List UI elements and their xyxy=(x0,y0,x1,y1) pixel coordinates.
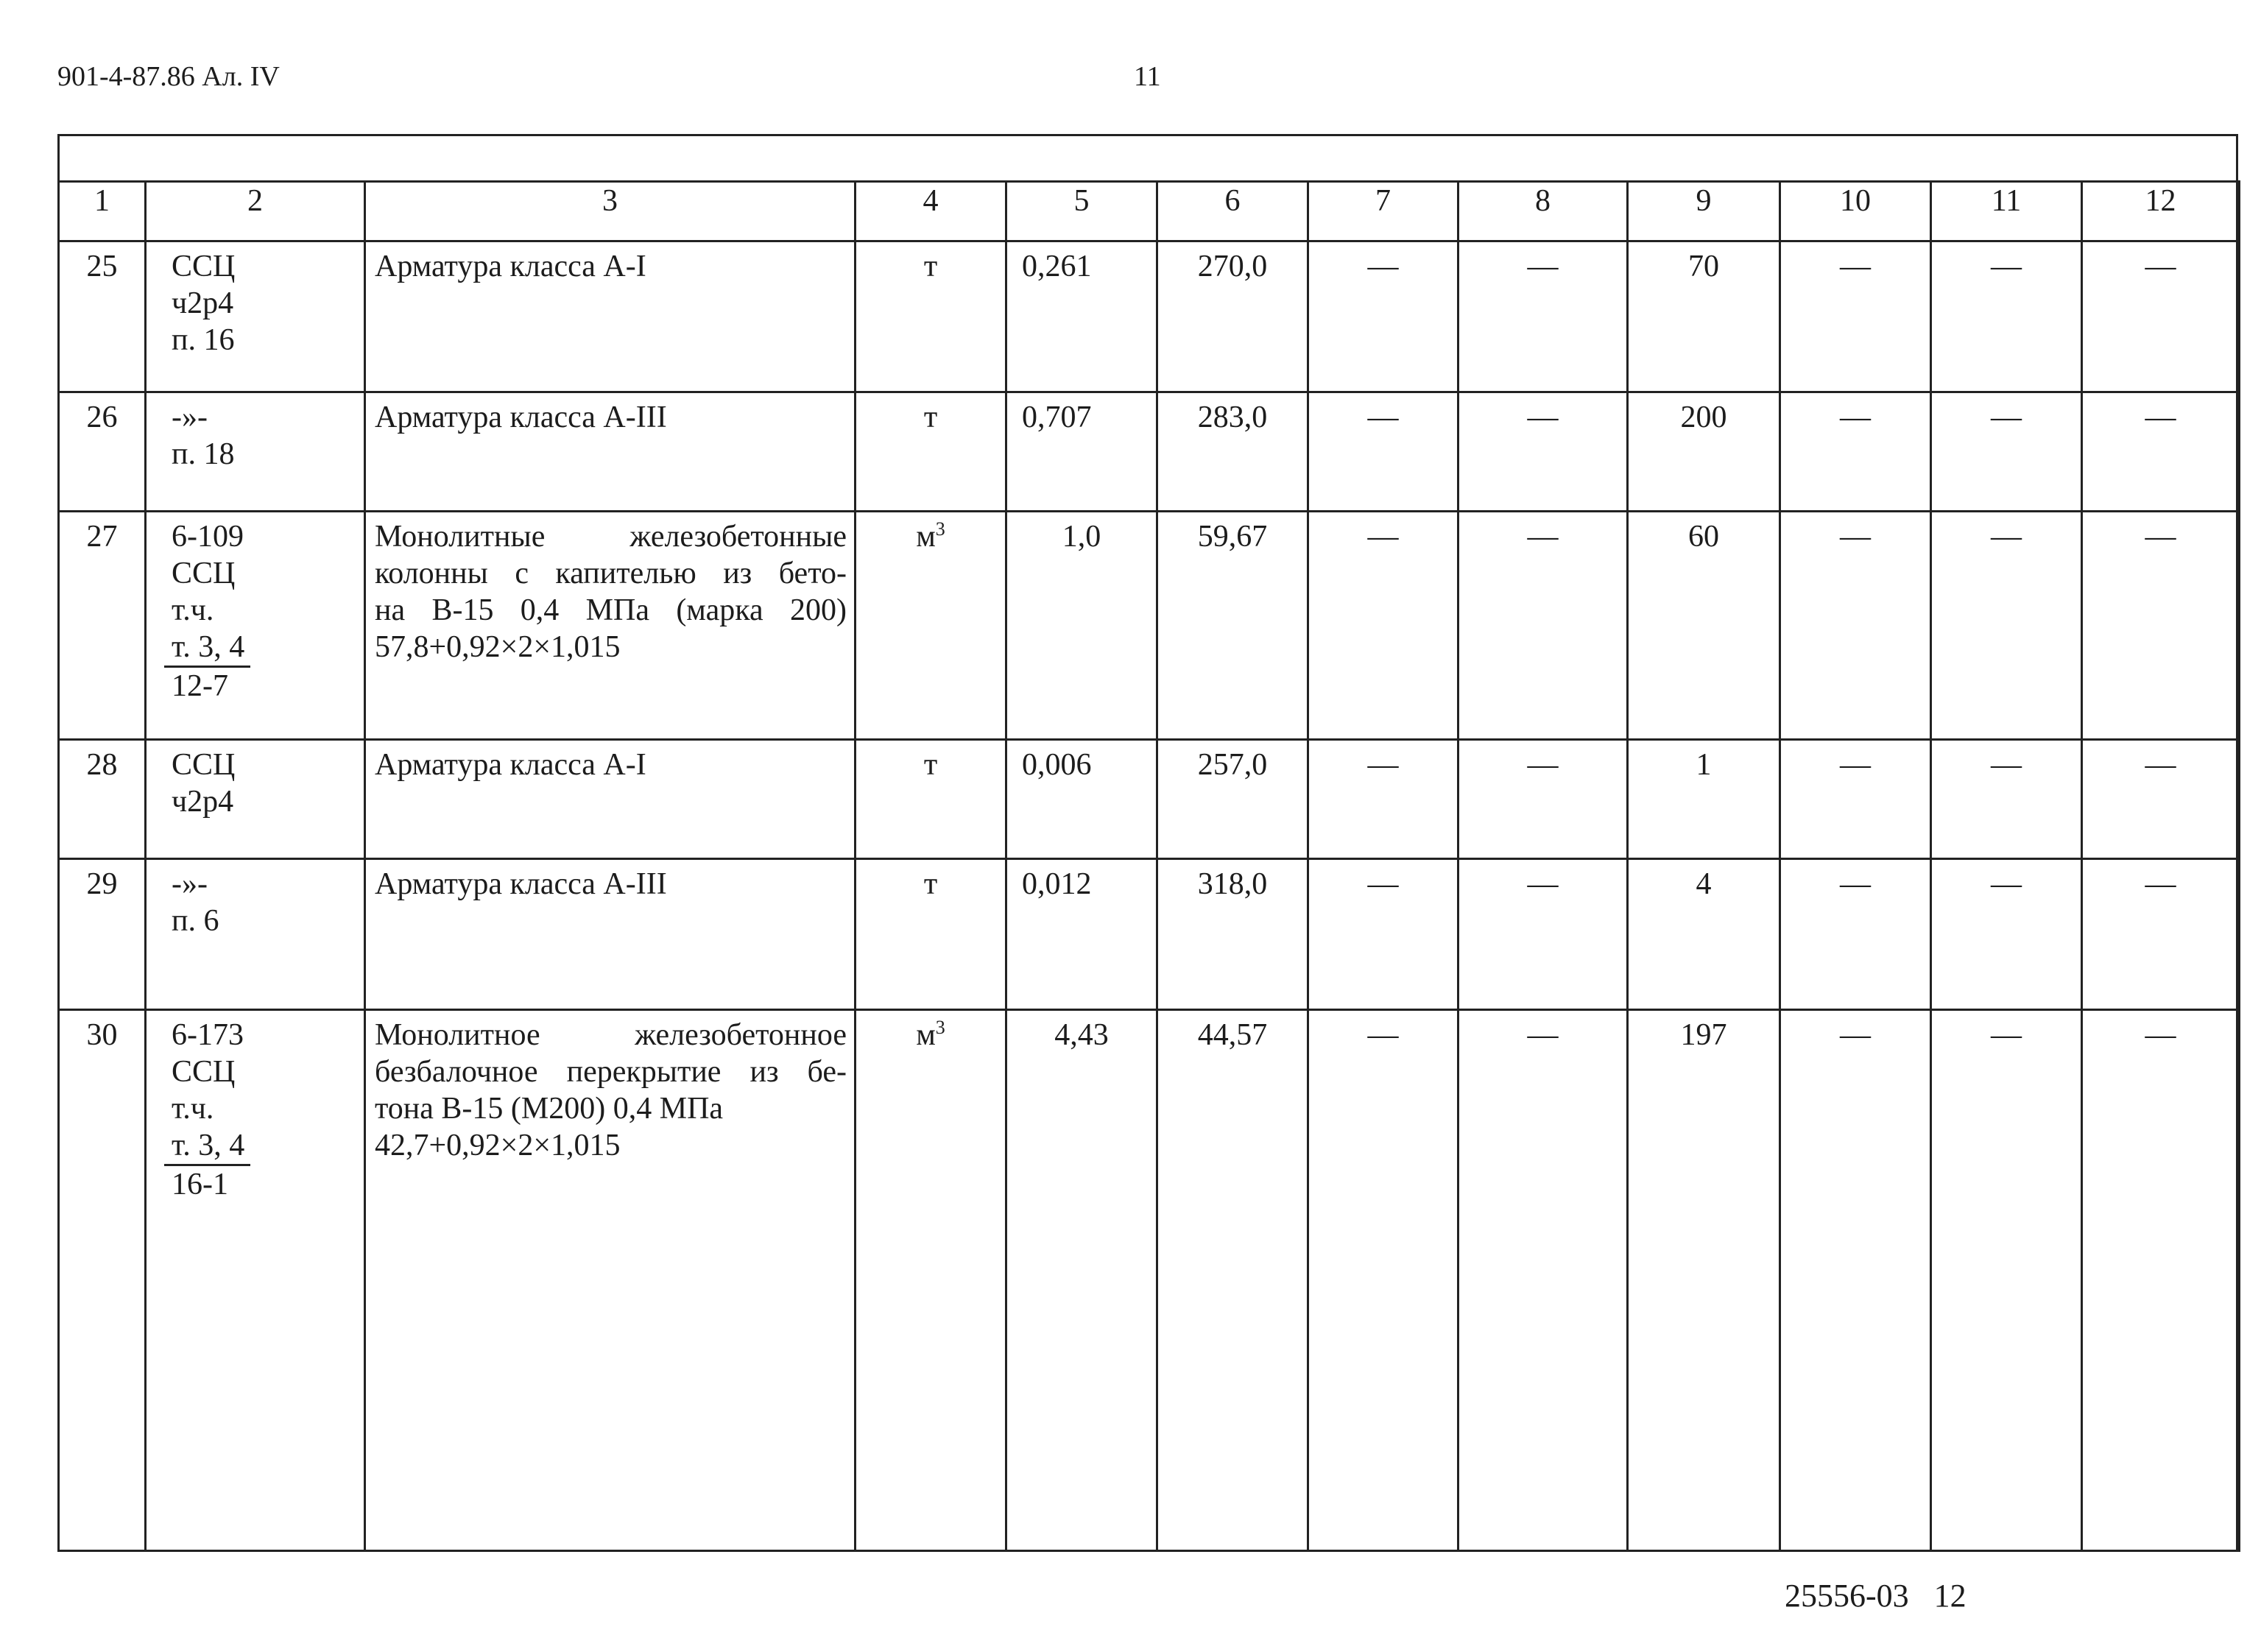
price-cell: 44,57 xyxy=(1157,1010,1308,1551)
quantity-cell: 0,261 xyxy=(1006,241,1157,392)
description-line: 57,8+0,92×2×1,015 xyxy=(375,630,621,664)
description-cell xyxy=(365,740,856,859)
table-row xyxy=(59,1010,2240,1551)
description-line: Монолитные железобетонные xyxy=(375,520,847,554)
column-number: 6 xyxy=(1157,182,1308,241)
unit-cell xyxy=(856,241,1006,392)
table-row xyxy=(59,392,2240,512)
document-code: 901-4-87.86 Ал. IV xyxy=(57,61,280,92)
col7-cell: — xyxy=(1308,241,1458,392)
description-line: безбалочное перекрытие из бе- xyxy=(375,1055,847,1089)
row-number: 29 xyxy=(59,859,146,1010)
description-cell xyxy=(365,512,856,740)
column-number: 12 xyxy=(2082,182,2240,241)
col10-cell: — xyxy=(1780,859,1931,1010)
row-number: 30 xyxy=(59,1010,146,1551)
unit-text: т xyxy=(923,400,938,434)
page-number: 11 xyxy=(1134,61,1161,92)
price-cell: 318,0 xyxy=(1157,859,1308,1010)
col7-cell: — xyxy=(1308,859,1458,1010)
col7-cell: — xyxy=(1308,740,1458,859)
column-number: 5 xyxy=(1006,182,1157,241)
reference-cell xyxy=(146,1010,365,1551)
col10-cell: — xyxy=(1780,392,1931,512)
reference-line: п. 6 xyxy=(172,904,219,938)
col11-cell: — xyxy=(1931,392,2082,512)
description-line: на В-15 0,4 МПа (марка 200) xyxy=(375,593,847,627)
col11-cell: — xyxy=(1931,241,2082,392)
col12-cell: — xyxy=(2082,1010,2240,1551)
col7-cell: — xyxy=(1308,1010,1458,1551)
col9-cell: 197 xyxy=(1628,1010,1780,1551)
quantity-cell: 0,012 xyxy=(1006,859,1157,1010)
description-line: Арматура класса А-I xyxy=(375,748,646,782)
col11-cell: — xyxy=(1931,1010,2082,1551)
table-row xyxy=(59,512,2240,740)
description-cell xyxy=(365,392,856,512)
col11-cell: — xyxy=(1931,859,2082,1010)
description-line: Арматура класса А-III xyxy=(375,400,667,434)
unit-text: т xyxy=(923,867,938,901)
reference-cell xyxy=(146,392,365,512)
unit-text: т xyxy=(923,250,938,283)
footer-code xyxy=(1785,1577,1992,1614)
reference-line: п. 18 xyxy=(172,437,235,471)
reference-fraction xyxy=(172,1127,364,1166)
column-number: 10 xyxy=(1780,182,1931,241)
column-number: 9 xyxy=(1628,182,1780,241)
reference-fraction xyxy=(172,629,364,668)
col8-cell: — xyxy=(1458,512,1628,740)
unit-cell xyxy=(856,740,1006,859)
price-cell: 257,0 xyxy=(1157,740,1308,859)
col7-cell: — xyxy=(1308,512,1458,740)
quantity-cell: 0,707 xyxy=(1006,392,1157,512)
col12-cell: — xyxy=(2082,859,2240,1010)
reference-line: -»- xyxy=(172,867,208,901)
col9-cell: 4 xyxy=(1628,859,1780,1010)
row-number: 25 xyxy=(59,241,146,392)
col12-cell: — xyxy=(2082,241,2240,392)
unit-cell xyxy=(856,512,1006,740)
reference-line: ССЦ xyxy=(172,748,236,782)
unit-exponent: 3 xyxy=(935,518,945,540)
description-line: колонны с капителью из бето- xyxy=(375,557,847,590)
price-cell: 270,0 xyxy=(1157,241,1308,392)
reference-line: -»- xyxy=(172,400,208,434)
col10-cell: — xyxy=(1780,740,1931,859)
reference-line: 6-109 xyxy=(172,520,244,554)
description-line: 42,7+0,92×2×1,015 xyxy=(375,1129,621,1162)
price-cell: 59,67 xyxy=(1157,512,1308,740)
row-number: 28 xyxy=(59,740,146,859)
col9-cell: 200 xyxy=(1628,392,1780,512)
column-number: 7 xyxy=(1308,182,1458,241)
reference-cell xyxy=(146,740,365,859)
unit-cell xyxy=(856,1010,1006,1551)
reference-line: 6-173 xyxy=(172,1018,244,1052)
quantity-cell: 0,006 xyxy=(1006,740,1157,859)
col8-cell: — xyxy=(1458,241,1628,392)
footer-doc-number: 25556-03 xyxy=(1785,1578,1909,1614)
table-row xyxy=(59,740,2240,859)
column-number: 4 xyxy=(856,182,1006,241)
reference-line: т.ч. xyxy=(172,593,214,627)
col8-cell: — xyxy=(1458,1010,1628,1551)
unit-cell xyxy=(856,859,1006,1010)
unit-exponent: 3 xyxy=(935,1017,945,1038)
price-cell: 283,0 xyxy=(1157,392,1308,512)
col12-cell: — xyxy=(2082,512,2240,740)
reference-cell xyxy=(146,512,365,740)
description-line: тона В-15 (М200) 0,4 МПа xyxy=(375,1092,724,1126)
reference-line: ч2р4 xyxy=(172,785,234,819)
col7-cell: — xyxy=(1308,392,1458,512)
fraction-numerator: т. 3, 4 xyxy=(164,629,250,668)
col12-cell: — xyxy=(2082,740,2240,859)
description-line: Арматура класса А-III xyxy=(375,867,667,901)
reference-line: ССЦ xyxy=(172,1055,236,1089)
col11-cell: — xyxy=(1931,512,2082,740)
fraction-numerator: т. 3, 4 xyxy=(164,1127,250,1166)
reference-line: ССЦ xyxy=(172,250,236,283)
unit-text: м xyxy=(916,1018,936,1052)
description-cell xyxy=(365,241,856,392)
col8-cell: — xyxy=(1458,740,1628,859)
description-cell xyxy=(365,859,856,1010)
col12-cell: — xyxy=(2082,392,2240,512)
quantity-cell: 1,0 xyxy=(1006,512,1157,740)
quantity-cell: 4,43 xyxy=(1006,1010,1157,1551)
col10-cell: — xyxy=(1780,241,1931,392)
description-cell xyxy=(365,1010,856,1551)
unit-text: м xyxy=(916,520,936,554)
col8-cell: — xyxy=(1458,859,1628,1010)
description-line: Арматура класса А-I xyxy=(375,250,646,283)
column-number: 3 xyxy=(365,182,856,241)
footer-sheet-number: 12 xyxy=(1933,1578,1967,1614)
reference-cell xyxy=(146,859,365,1010)
fraction-denominator: 16-1 xyxy=(172,1168,228,1201)
reference-line: ч2р4 xyxy=(172,286,234,320)
row-number: 27 xyxy=(59,512,146,740)
reference-cell xyxy=(146,241,365,392)
column-number: 11 xyxy=(1931,182,2082,241)
column-number: 1 xyxy=(59,182,146,241)
reference-line: т.ч. xyxy=(172,1092,214,1126)
col9-cell: 1 xyxy=(1628,740,1780,859)
unit-cell xyxy=(856,392,1006,512)
col9-cell: 70 xyxy=(1628,241,1780,392)
row-number: 26 xyxy=(59,392,146,512)
col10-cell: — xyxy=(1780,512,1931,740)
table-row xyxy=(59,859,2240,1010)
reference-line: п. 16 xyxy=(172,323,235,357)
fraction-denominator: 12-7 xyxy=(172,669,228,703)
estimate-table xyxy=(57,180,2240,1552)
column-number: 8 xyxy=(1458,182,1628,241)
reference-line: ССЦ xyxy=(172,557,236,590)
col9-cell: 60 xyxy=(1628,512,1780,740)
col11-cell: — xyxy=(1931,740,2082,859)
col10-cell: — xyxy=(1780,1010,1931,1551)
column-number: 2 xyxy=(146,182,365,241)
table-row xyxy=(59,241,2240,392)
col8-cell: — xyxy=(1458,392,1628,512)
unit-text: т xyxy=(923,748,938,782)
column-number-row xyxy=(59,182,2240,241)
description-line: Монолитное железобетонное xyxy=(375,1018,847,1052)
